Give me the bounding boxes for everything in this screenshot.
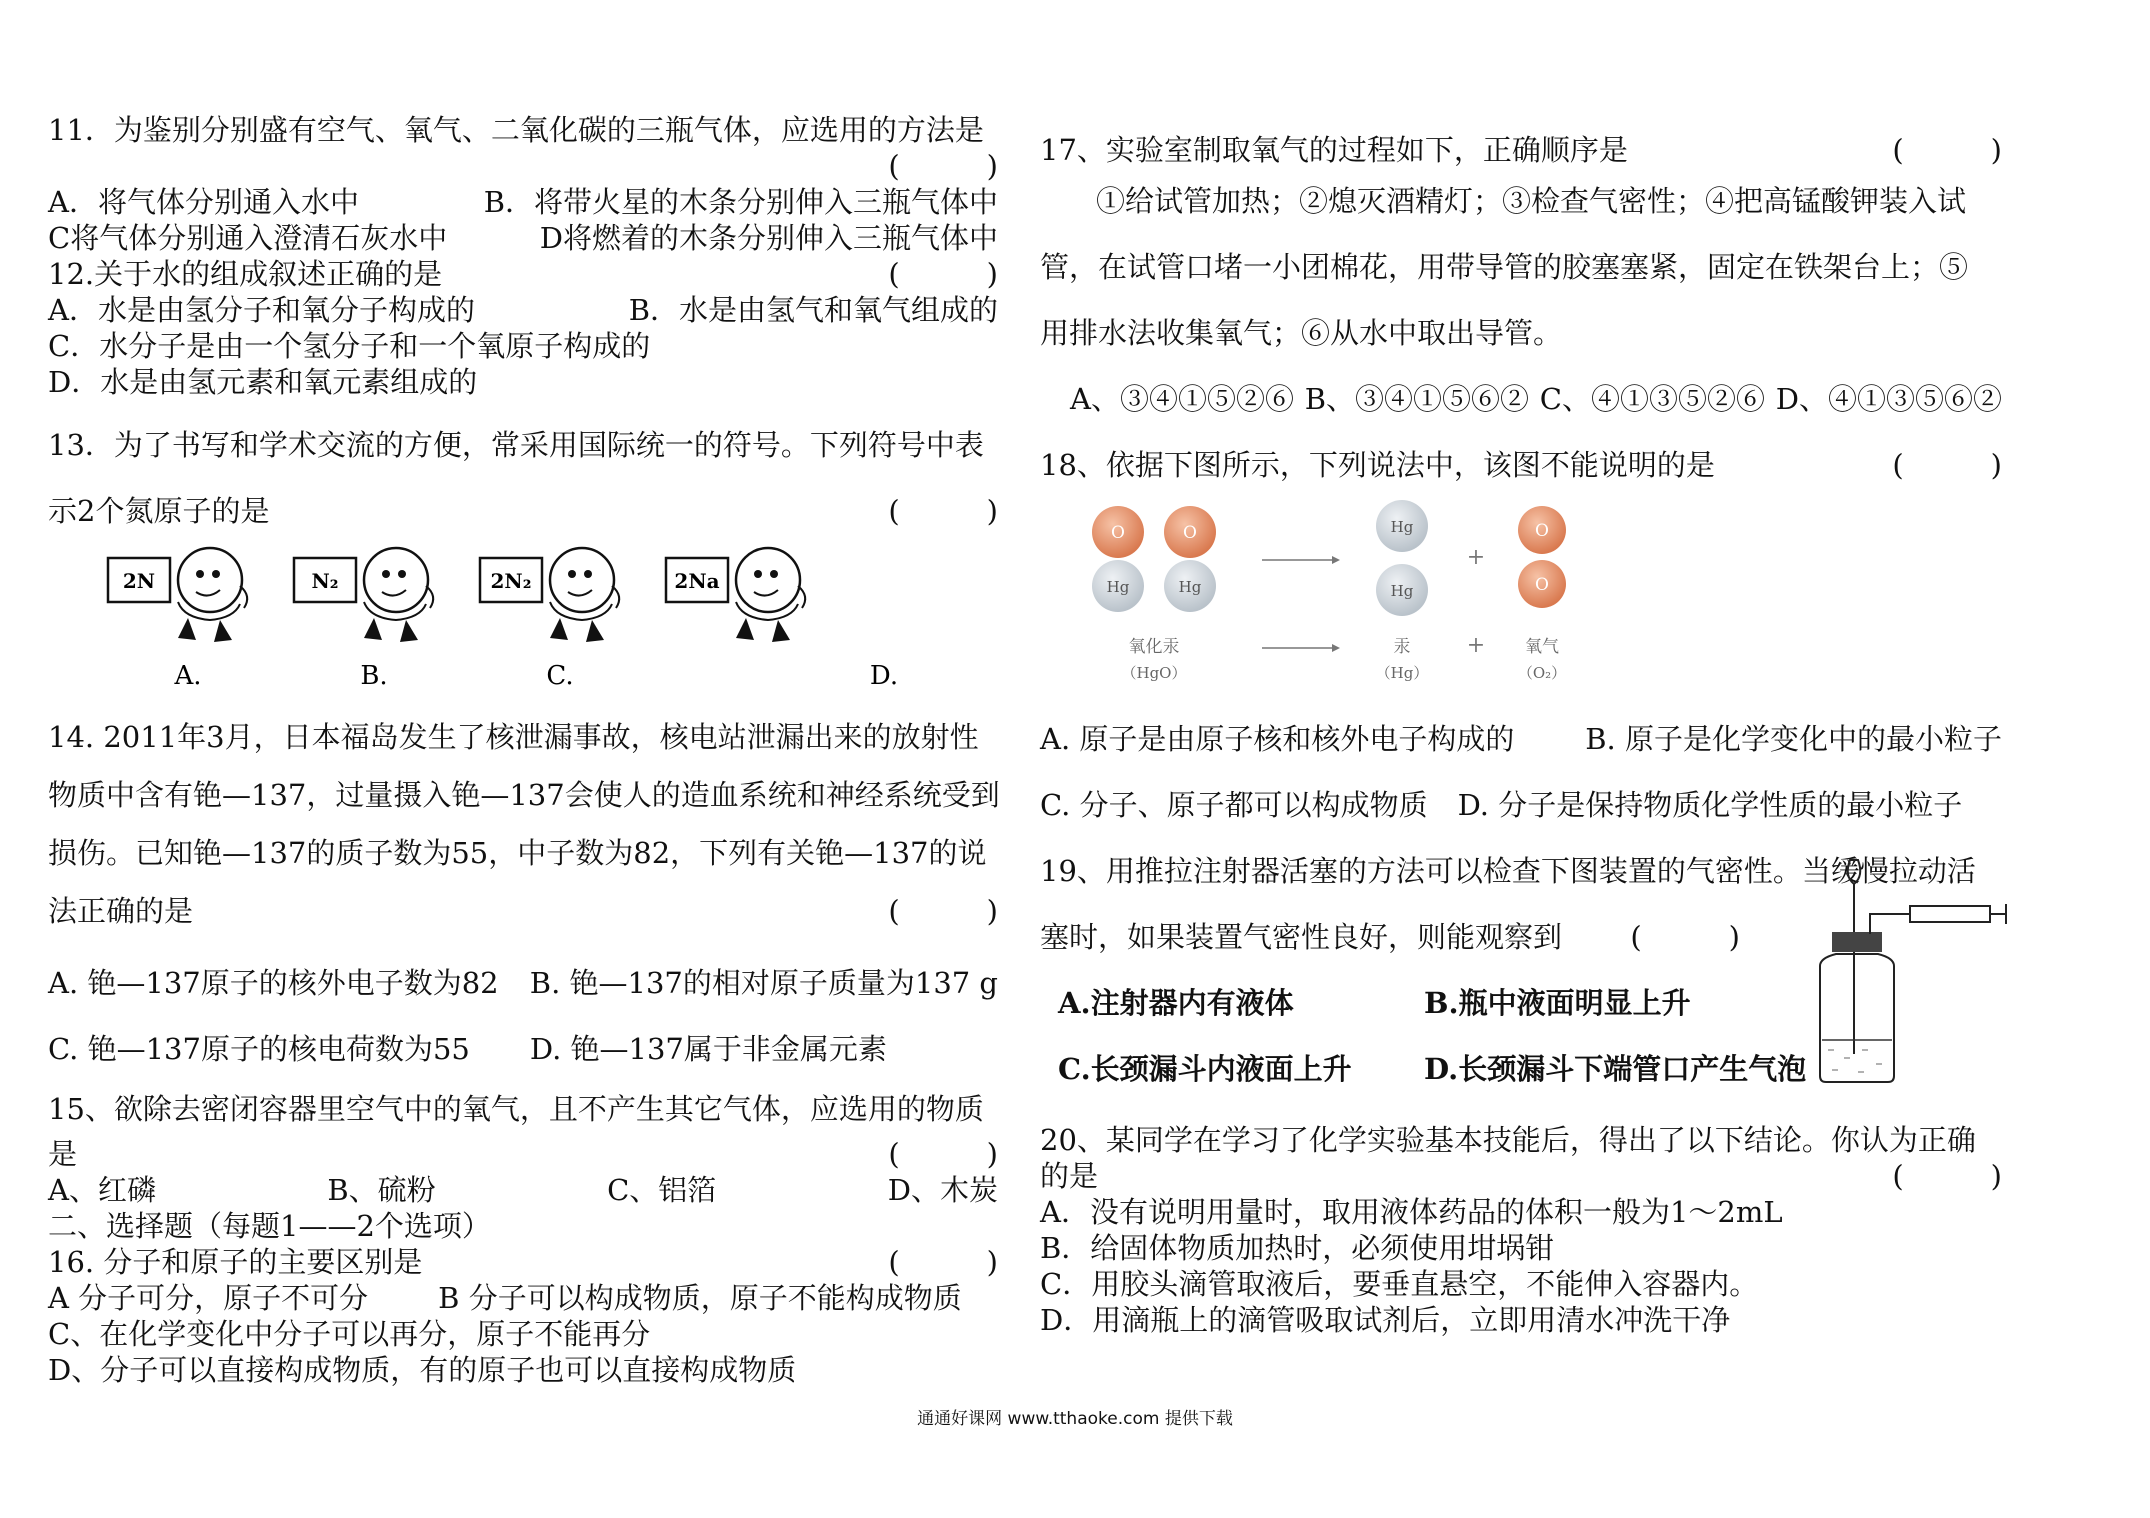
q16-option-d: D、分子可以直接构成物质，有的原子也可以直接构成物质 — [48, 1353, 797, 1387]
q13-symbol-a: 2N — [122, 569, 156, 593]
q17-paren: ( ) — [1892, 133, 2002, 167]
q17-line2: 管，在试管口堵一小团棉花，用带导管的胶塞塞紧，固定在铁架台上；⑤ — [1040, 250, 1969, 284]
q13-figure — [48, 544, 998, 694]
q13-symbol-d: 2Na — [674, 569, 720, 593]
q11-paren: ( ) — [888, 149, 998, 183]
q14-line4: 法正确的是 — [48, 894, 194, 928]
q12-option-c: C．水分子是由一个氢分子和一个氧原子构成的 — [48, 329, 651, 363]
q15-option-b: B、硫粉 — [327, 1173, 436, 1207]
q11-option-c: C将气体分别通入澄清石灰水中 — [48, 221, 448, 255]
q19-paren: ( ) — [1630, 920, 1740, 954]
reaction-arrow — [1262, 556, 1340, 652]
q13-label-b: B. — [360, 661, 388, 691]
q19-line1: 19、用推拉注射器活塞的方法可以检查下图装置的气密性。当缓慢拉动活 — [1040, 854, 1976, 888]
q15-line1: 15、欲除去密闭容器里空气中的氧气，且不产生其它气体，应选用的物质 — [48, 1092, 984, 1126]
q19-option-c: C.长颈漏斗内液面上升 — [1058, 1052, 1352, 1086]
q18-reaction-figure — [1040, 498, 1600, 698]
q13-option-b-figure — [294, 548, 433, 691]
q12-option-d: D．水是由氢元素和氧元素组成的 — [48, 365, 478, 399]
q15-option-c: C、铝箔 — [607, 1173, 717, 1207]
q17-option-a: A、③④①⑤②⑥ — [1070, 382, 1294, 416]
hgo-molecule — [1164, 506, 1216, 612]
q14-paren: ( ) — [888, 894, 998, 928]
q17-option-b: B、③④①⑤⑥② — [1304, 382, 1530, 416]
q13-label-a: A. — [174, 661, 202, 691]
q18-paren: ( ) — [1892, 448, 2002, 482]
q14-option-d: D. 铯—137属于非金属元素 — [529, 1032, 887, 1066]
q12-option-a: A．水是由氢分子和氧分子构成的 — [48, 293, 475, 327]
q19-option-b: B.瓶中液面明显上升 — [1424, 986, 1691, 1020]
q14-line3: 损伤。已知铯—137的质子数为55，中子数为82，下列有关铯—137的说 — [48, 836, 987, 870]
q18-option-d: D. 分子是保持物质化学性质的最小粒子 — [1457, 788, 1963, 822]
q13-symbol-c: 2N₂ — [490, 569, 532, 593]
page-footer: 通通好课网 www.tthaoke.com 提供下载 — [917, 1409, 1233, 1429]
q16-option-c: C、在化学变化中分子可以再分，原子不能再分 — [48, 1317, 651, 1351]
q17-line3: 用排水法收集氧气；⑥从水中取出导管。 — [1040, 316, 1563, 350]
q13-label-d: D. — [869, 661, 899, 691]
label-hg: 汞 — [1393, 637, 1411, 657]
q19-apparatus-figure — [1800, 854, 2010, 1094]
q20-line1: 20、某同学在学习了化学实验基本技能后，得出了以下结论。你认为正确 — [1040, 1123, 1976, 1157]
syringe-icon — [1910, 906, 1990, 922]
q11-option-d: D将燃着的木条分别伸入三瓶气体中 — [539, 221, 998, 255]
q13-paren: ( ) — [888, 494, 998, 528]
q11-option-b: B．将带火星的木条分别伸入三瓶气体中 — [483, 185, 998, 219]
q11-options-ab — [48, 184, 998, 220]
plus-sign: + — [1466, 633, 1486, 658]
q14-option-c: C. 铯—137原子的核电荷数为55 — [48, 1032, 470, 1066]
q17-line1: ①给试管加热；②熄灭酒精灯；③检查气密性；④把高锰酸钾装入试 — [1096, 184, 1967, 218]
label-o2: 氧气 — [1525, 637, 1559, 657]
q17-stem: 17、实验室制取氧气的过程如下，正确顺序是 — [1040, 133, 1628, 167]
q19-option-a: A.注射器内有液体 — [1058, 986, 1294, 1020]
plus-sign: + — [1466, 545, 1486, 570]
q20-paren: ( ) — [1892, 1159, 2002, 1193]
q20-option-b: B．给固体物质加热时，必须使用坩埚钳 — [1040, 1231, 1555, 1265]
svg-text:Hg: Hg — [1106, 578, 1130, 596]
svg-text:Hg: Hg — [1390, 582, 1414, 600]
formula-o2: （O₂） — [1517, 664, 1567, 682]
q18-option-a: A. 原子是由原子核和核外电子构成的 — [1040, 722, 1515, 756]
right-column — [1040, 132, 2002, 1338]
q17-option-d: D、④①③⑤⑥② — [1775, 382, 2002, 416]
left-column — [48, 112, 998, 1388]
q15-option-d: D、木炭 — [887, 1173, 998, 1207]
q13-symbol-b: N₂ — [311, 569, 339, 593]
q13-option-d-figure — [666, 548, 898, 691]
q11-stem: 11．为鉴别分别盛有空气、氧气、二氧化碳的三瓶气体，应选用的方法是 — [48, 113, 984, 147]
q18-option-c: C. 分子、原子都可以构成物质 — [1040, 788, 1428, 822]
bottle-icon — [1820, 954, 1894, 1082]
q16-option-a: A 分子可分，原子不可分 — [48, 1281, 369, 1315]
q13-stem-line1: 13．为了书写和学术交流的方便，常采用国际统一的符号。下列符号中表 — [48, 428, 984, 462]
q13-label-c: C. — [546, 661, 574, 691]
q12-stem: 12.关于水的组成叙述正确的是 — [48, 257, 443, 291]
q12-option-b: B．水是由氢气和氧气组成的 — [628, 293, 998, 327]
q19-option-d: D.长颈漏斗下端管口产生气泡 — [1424, 1052, 1807, 1086]
section-2-heading: 二、选择题（每题1——2个选项） — [48, 1209, 491, 1243]
q15-line2: 是 — [48, 1137, 78, 1171]
q19-line2: 塞时，如果装置气密性良好，则能观察到 — [1040, 920, 1563, 954]
q16-option-b: B 分子可以构成物质，原子不能构成物质 — [438, 1281, 962, 1315]
q17-option-c: C、④①③⑤②⑥ — [1539, 382, 1765, 416]
q20-option-c: C．用胶头滴管取液后，要垂直悬空，不能伸入容器内。 — [1040, 1267, 1759, 1301]
q15-options — [48, 1172, 998, 1208]
q20-line2: 的是 — [1040, 1159, 1099, 1193]
svg-text:O: O — [1535, 575, 1549, 595]
label-hgo: 氧化汞 — [1128, 637, 1180, 657]
q14-option-a: A. 铯—137原子的核外电子数为82 — [48, 966, 499, 1000]
q12-paren: ( ) — [888, 257, 998, 291]
stopper-icon — [1832, 932, 1882, 952]
q14-option-b: B. 铯—137的相对原子质量为137 g — [529, 966, 998, 1000]
svg-text:O: O — [1111, 523, 1125, 543]
svg-text:Hg: Hg — [1390, 518, 1414, 536]
svg-text:Hg: Hg — [1178, 578, 1202, 596]
o2-molecule — [1518, 506, 1566, 608]
q15-option-a: A、红磷 — [48, 1173, 156, 1207]
svg-text:O: O — [1183, 523, 1197, 543]
delivery-tube-icon — [1870, 914, 1910, 934]
q18-option-b: B. 原子是化学变化中的最小粒子 — [1585, 722, 2002, 756]
q14-line1: 14. 2011年3月，日本福岛发生了核泄漏事故，核电站泄漏出来的放射性 — [48, 720, 979, 754]
svg-text:O: O — [1535, 521, 1549, 541]
q14-line2: 物质中含有铯—137，过量摄入铯—137会使人的造血系统和神经系统受到 — [48, 778, 1000, 812]
q13-option-c-figure — [480, 548, 619, 691]
q11-option-a: A．将气体分别通入水中 — [48, 185, 359, 219]
hg-atoms — [1376, 500, 1428, 616]
funnel-top-icon — [1848, 860, 1861, 884]
q13-option-a-figure — [108, 548, 247, 691]
q15-paren: ( ) — [888, 1137, 998, 1171]
q13-stem-line2: 示2个氮原子的是 — [48, 494, 270, 528]
q11-options-cd — [48, 220, 998, 256]
q17-options — [1040, 366, 2002, 432]
formula-hgo: （HgO） — [1121, 664, 1187, 682]
q18-stem: 18、依据下图所示，下列说法中，该图不能说明的是 — [1040, 448, 1715, 482]
hgo-molecule — [1092, 506, 1144, 612]
formula-hg: （Hg） — [1375, 664, 1429, 682]
q16-stem: 16. 分子和原子的主要区别是 — [48, 1245, 423, 1279]
q20-option-a: A．没有说明用量时，取用液体药品的体积一般为1～2mL — [1040, 1195, 1783, 1229]
q16-paren: ( ) — [888, 1245, 998, 1279]
q20-option-d: D．用滴瓶上的滴管吸取试剂后，立即用清水冲洗干净 — [1040, 1303, 1731, 1337]
